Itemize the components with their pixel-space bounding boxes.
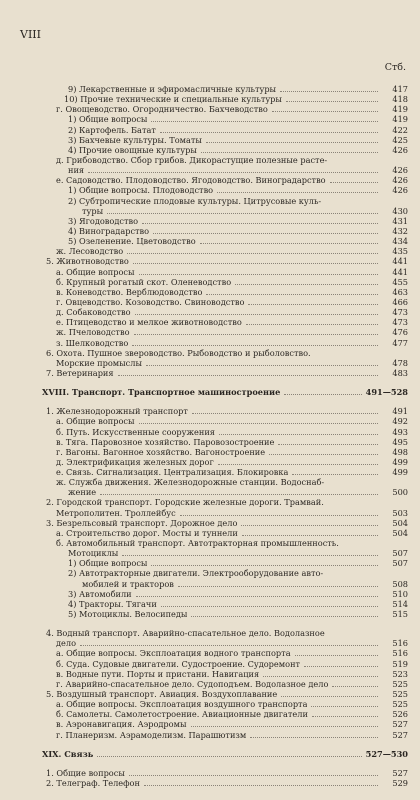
dot-leader [331,157,378,163]
section-gap [18,740,408,749]
toc-entry [18,719,408,729]
entry-title: в. Коневодство. Верблюдоводство [56,286,203,297]
entry-page: 493 [392,426,408,437]
toc-entry [18,267,408,277]
dot-leader [122,549,378,556]
entry-title: ния [68,165,85,176]
entry-title: 2) Субтропические плодовые культуры. Цитрусовые куль- [68,195,322,206]
entry-title: 3) Бахчевые культуры. Томаты [68,134,202,145]
entry-title: Метрополитен. Троллейбус [56,507,176,518]
entry-page: 504 [392,517,408,528]
entry-title: жение [68,487,97,498]
entry-title: а. Общие вопросы [56,416,135,427]
entry-page: 425 [392,134,408,145]
entry-title: г. Аварийно-спасательное дело. Судоподъем. Водолазное дело [56,678,329,689]
entry-page: 483 [392,367,408,378]
entry-title: 2) Картофель. Батат [68,124,156,135]
entry-title: б. Суда. Судовые двигатели. Судостроение. Судоремонт [56,658,301,669]
toc-entry [18,427,408,437]
toc-entry [18,114,408,124]
toc-entry [18,548,408,558]
entry-page: 510 [392,588,408,599]
dot-leader [118,369,378,376]
toc-entry [18,348,408,358]
toc-entry [18,599,408,609]
page-number: VIII [20,28,41,41]
entry-title: 2. Телеграф. Телефон [46,778,140,788]
dot-leader [136,590,378,597]
toc-entry [18,307,408,317]
entry-title: 4) Тракторы. Тягачи [68,598,157,609]
entry-title: ж. Служба движения. Железнодорожные станции. Водоснаб- [56,477,325,488]
toc-entry [18,477,408,487]
toc-entry [18,709,408,719]
entry-title: 1) Общие вопросы [68,114,148,125]
entry-title: 4) Виноградарство [68,225,150,236]
entry-page: 434 [392,236,408,247]
entry-page: 426 [392,165,408,176]
entry-title: б. Путь. Искусственные сооружения [56,426,215,437]
toc-entry [18,528,408,538]
entry-title: дело [56,638,77,649]
toc-entry [18,165,408,175]
toc-entry [18,287,408,297]
entry-title: б. Крупный рогатый скот. Оленеводство [56,276,232,287]
dot-leader [217,186,378,193]
dot-leader [200,237,378,244]
entry-page: 419 [392,104,408,115]
entry-title: а. Общие вопросы. Эксплоатация воздушного транспорта [56,699,308,710]
toc-entry [18,236,408,246]
dot-leader [80,639,378,646]
section-gap [18,759,408,768]
entry-title: XVIII. Транспорт. Транспортное машиностроение [42,387,281,398]
dot-leader [132,339,378,346]
entry-page: 527 [392,719,408,730]
toc-entry [18,216,408,226]
section-gap [18,378,408,387]
dot-leader [201,146,378,153]
entry-title: д. Электрификация железных дорог [56,456,214,467]
entry-page: 435 [392,246,408,257]
entry-page: 441 [392,256,408,267]
entry-page: 491 [392,406,408,417]
toc-entry [18,206,408,216]
dot-leader [325,198,378,204]
toc-entry [18,659,408,669]
entry-page: 491—528 [365,387,408,398]
dot-leader [328,499,378,505]
dot-leader [269,448,378,455]
entry-title: 5) Озеленение. Цветоводство [68,236,196,247]
entry-page: 519 [392,658,408,669]
entry-page: 504 [392,527,408,538]
entry-title: 6. Охота. Пушное звероводство. Рыбоводство и рыболовство. [46,347,311,358]
entry-page: 508 [392,578,408,589]
entry-page: 495 [392,436,408,447]
dot-leader [328,479,378,485]
entry-title: з. Шелководство [56,337,129,348]
dot-leader [248,298,378,305]
toc-entry [18,104,408,114]
dot-leader [295,649,378,656]
entry-title: а. Общие вопросы. Эксплоатация водного транспорта [56,648,291,659]
entry-title: в. Аэронавигация. Аэродромы [56,719,187,730]
dot-leader [191,610,378,617]
dot-leader [139,268,378,275]
entry-page: 525 [392,678,408,689]
toc-entry [18,135,408,145]
dot-leader [284,388,361,395]
entry-title: б. Самолеты. Самолетостроение. Авиационные двигатели [56,709,308,720]
entry-title: 5. Животноводство [46,256,129,267]
toc-entry [18,497,408,507]
entry-page: 426 [392,144,408,155]
dot-leader [330,176,378,183]
entry-title: а. Общие вопросы [56,266,135,277]
dot-leader [107,207,378,214]
column-label: Стб. [384,62,406,73]
dot-leader [304,660,378,667]
toc-entry [18,358,408,368]
dot-leader [142,217,378,224]
toc-entry [18,487,408,497]
toc-entry [18,689,408,699]
dot-leader [146,359,378,366]
toc-entry [18,416,408,426]
entry-page: 516 [392,648,408,659]
entry-title: б. Автомобильный транспорт. Автотракторная промышленность. [56,538,339,549]
entry-page: 525 [392,699,408,710]
entry-page: 527 [392,767,408,778]
entry-title: 9) Лекарственные и эфиромасличные культуры [68,84,277,94]
entry-page: 525 [392,689,408,700]
entry-title: а. Строительство дорог. Мосты и туннели [56,527,238,538]
dot-leader [329,630,378,636]
toc-entry [18,277,408,287]
toc-entry [18,457,408,467]
entry-title: 4. Водный транспорт. Аварийно-спасательное дело. Водолазное [46,628,325,639]
toc-entry [18,317,408,327]
toc-entry [18,628,408,638]
entry-title: в. Водные пути. Порты и пристани. Навигация [56,668,260,679]
entry-title: е. Связь. Сигнализация. Централизация. Блокировка [56,467,289,478]
dot-leader [97,750,361,757]
entry-title: в. Тяга. Паровозное хозяйство. Паровозостроение [56,436,275,447]
entry-title: г. Планеризм. Аэрамоделизм. Парашютизм [56,729,247,740]
entry-title: 5) Мотоциклы. Велосипеды [68,609,188,620]
entry-page: 499 [392,467,408,478]
toc-entry [18,447,408,457]
dot-leader [127,247,378,254]
toc-entry [18,568,408,578]
dot-leader [241,519,378,526]
entry-page: 498 [392,446,408,457]
entry-title: 1. Железнодорожный транспорт [46,406,188,417]
dot-leader [191,720,379,727]
dot-leader [160,126,378,133]
dot-leader [242,529,378,536]
dot-leader [151,115,378,122]
entry-title: 4) Прочие овощные культуры [68,144,197,155]
section-heading [18,387,408,397]
entry-page: 516 [392,638,408,649]
dot-leader [311,700,378,707]
entry-page: 426 [392,185,408,196]
dot-leader [88,166,378,173]
entry-page: 507 [392,558,408,569]
toc-entry [18,338,408,348]
dot-leader [129,769,378,776]
entry-page: 526 [392,709,408,720]
dot-leader [153,227,378,234]
entry-page: 527—530 [365,748,408,759]
toc-entry [18,679,408,689]
toc-entry [18,558,408,568]
dot-leader [151,559,378,566]
dot-leader [178,580,378,587]
entry-page: 507 [392,548,408,559]
section-gap [18,397,408,406]
toc-entry [18,94,408,104]
toc-entry [18,699,408,709]
dot-leader [315,350,378,356]
table-of-contents [18,84,408,788]
entry-title: 1) Общие вопросы. Плодоводство [68,185,214,196]
dot-leader [281,690,378,697]
entry-title: ж. Пчеловодство [56,327,130,338]
dot-leader [192,407,378,414]
dot-leader [139,417,378,424]
entry-title: 10) Прочие технические и специальные культуры [64,94,282,105]
entry-page: 492 [392,416,408,427]
entry-title: Морские промыслы [56,357,142,368]
entry-title: 2) Автотракторные двигатели. Электрооборудование авто- [68,568,324,579]
toc-entry [18,185,408,195]
dot-leader [218,458,378,465]
dot-leader [219,428,378,435]
entry-title: е. Птицеводство и мелкое животноводство [56,317,242,328]
entry-title: е. Садоводство. Плодоводство. Ягодоводство. Виноградарство [56,175,326,186]
dot-leader [286,95,378,102]
entry-page: 466 [392,296,408,307]
entry-page: 499 [392,456,408,467]
toc-entry [18,538,408,548]
entry-title: г. Вагоны. Вагонное хозяйство. Вагоностроение [56,446,266,457]
entry-title: 1. Общие вопросы [46,767,125,778]
dot-leader [135,308,378,315]
toc-entry [18,145,408,155]
dot-leader [250,731,378,738]
toc-entry [18,297,408,307]
entry-title: 2. Городской транспорт. Городские железные дороги. Трамвай. [46,497,324,508]
entry-page: 419 [392,114,408,125]
toc-entry [18,196,408,206]
toc-entry [18,467,408,477]
section-gap [18,619,408,628]
toc-entry [18,589,408,599]
dot-leader [312,710,378,717]
dot-leader [144,779,378,786]
dot-leader [280,85,378,92]
entry-title: 7. Ветеринария [46,367,114,378]
toc-entry [18,518,408,528]
dot-leader [272,105,378,112]
toc-entry [18,175,408,185]
toc-entry [18,609,408,619]
entry-title: г. Овцеводство. Козоводство. Свиноводство [56,296,245,307]
entry-title: XIX. Связь [42,748,94,759]
dot-leader [235,278,378,285]
entry-page: 441 [392,266,408,277]
dot-leader [134,328,379,335]
toc-entry [18,125,408,135]
toc-entry [18,406,408,416]
entry-page: 529 [392,778,408,788]
entry-page: 473 [392,317,408,328]
toc-entry [18,437,408,447]
entry-title: 1) Общие вопросы [68,558,148,569]
entry-page: 478 [392,357,408,368]
toc-entry [18,155,408,165]
dot-leader [292,468,378,475]
entry-page: 473 [392,307,408,318]
entry-page: 432 [392,225,408,236]
toc-entry [18,84,408,94]
entry-page: 500 [392,487,408,498]
entry-title: 3) Ягодоводство [68,215,139,226]
entry-page: 527 [392,729,408,740]
entry-page: 418 [392,94,408,105]
entry-page: 523 [392,668,408,679]
entry-page: 455 [392,276,408,287]
toc-entry [18,226,408,236]
toc-entry [18,730,408,740]
entry-page: 476 [392,327,408,338]
dot-leader [343,540,378,546]
entry-title: д. Собаководство [56,307,131,318]
section-heading [18,749,408,759]
entry-title: 3) Автомобили [68,588,132,599]
toc-entry [18,246,408,256]
entry-title: ж. Лесоводство [56,246,124,257]
entry-title: мобилей и тракторов [82,578,174,589]
entry-title: 5. Воздушный транспорт. Авиация. Воздухоплавание [46,689,278,700]
dot-leader [263,670,378,677]
dot-leader [133,257,378,264]
dot-leader [246,318,378,325]
entry-page: 422 [392,124,408,135]
entry-title: туры [82,205,104,216]
toc-entry [18,579,408,589]
entry-title: г. Овощеводство. Огородничество. Бахчеводство [56,104,268,115]
toc-entry [18,368,408,378]
dot-leader [161,600,378,607]
entry-page: 463 [392,286,408,297]
entry-title: Мотоциклы [68,548,119,559]
toc-entry [18,508,408,518]
entry-title: д. Грибоводство. Сбор грибов. Дикорастущие полезные расте- [56,154,328,165]
dot-leader [206,136,378,143]
dot-leader [332,680,378,687]
dot-leader [100,488,378,495]
entry-page: 503 [392,507,408,518]
entry-page: 417 [392,84,408,94]
entry-page: 431 [392,215,408,226]
toc-entry [18,256,408,266]
entry-title: 3. Безрельсовый транспорт. Дорожное дело [46,517,238,528]
toc-entry [18,669,408,679]
dot-leader [206,288,378,295]
toc-entry [18,768,408,778]
entry-page: 426 [392,175,408,186]
toc-entry [18,638,408,648]
entry-page: 430 [392,205,408,216]
dot-leader [327,570,378,576]
toc-entry [18,778,408,788]
entry-page: 514 [392,598,408,609]
entry-page: 477 [392,337,408,348]
entry-page: 515 [392,609,408,620]
dot-leader [278,438,378,445]
dot-leader [180,509,378,516]
toc-entry [18,648,408,658]
toc-entry [18,327,408,337]
